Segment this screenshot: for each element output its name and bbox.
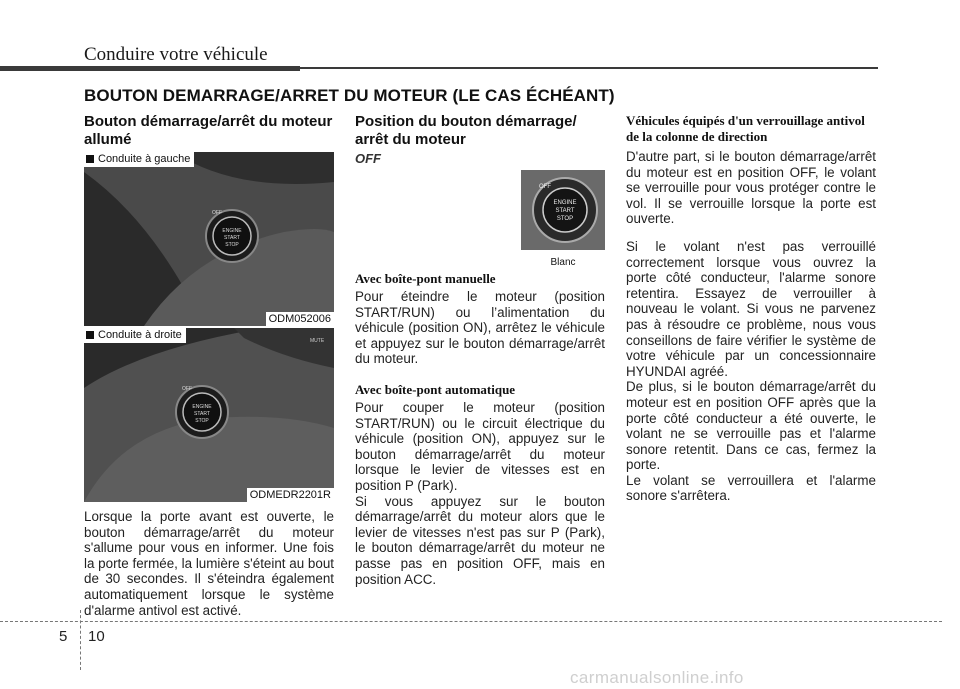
start-stop-button-closeup [521,170,605,250]
col3-paragraph-3: De plus, si le bouton démarrage/arrêt du moteur est en position OFF après que la porte côté conducteur a été ouverte, le volant ne se verrouille pas et l'alarme sonore retentit. Dans ce cas, fermez la porte. [626,379,876,473]
rhd-off-text: OFF [182,386,192,392]
steering-wheel-photo-rhd [84,328,334,502]
manual-gearbox-heading: Avec boîte-pont manuelle [355,271,496,286]
photo-start-stop-button [521,170,605,266]
column-2 [355,113,605,166]
auto-gearbox-paragraph-2: Si vous appuyez sur le bouton démarrage/arrêt du moteur alors que le levier de vitesses n'est pas sur P (Park), le bouton démarrage/arrêt du moteur ne passe pas en position OFF, mais en position ACC. [355,493,605,587]
square-bullet-icon [86,155,94,163]
col2-body [355,271,605,587]
lhd-start-text: START [224,235,240,241]
photo-label-lhd-text: Conduite à gauche [98,153,191,165]
auto-gearbox-heading: Avec boîte-pont automatique [355,381,516,397]
steering-wheel-photo-lhd [84,152,334,326]
column-3 [626,113,876,504]
watermark: carmanualsonline.info [570,668,744,687]
photo-code-lhd: ODM052006 [266,312,334,326]
col1-heading: Bouton démarrage/arrêt du moteur allumé [84,113,333,148]
col2-subheading-off: OFF [355,151,381,166]
photo-label-lhd [84,152,194,167]
photo-label-rhd-text: Conduite à droite [98,329,182,341]
col1-body [84,509,334,618]
col2-heading: Position du bouton démarrage/ arrêt du moteur [355,113,577,148]
rhd-mute-text: MUTE [310,338,325,344]
footer-page-number: 10 [88,628,105,645]
rhd-start-text: START [194,411,210,417]
photo-label-rhd [84,328,186,343]
col1-paragraph: Lorsque la porte avant est ouverte, le bouton démarrage/arrêt du moteur s'allume pour vous en informer. Une fois la porte fermée, la lumière s'éteint au bout de 30 secondes. Il s'éteindra également automatiquement lorsque le système d'alarme antivol est activé. [84,509,334,618]
closeup-start-text: START [555,208,575,214]
col3-paragraph-1: D'autre part, si le bouton démarrage/arrêt du moteur est en position OFF, le volant se verrouille pour vous protéger contre le vol. Il se verrouille lorsque la porte est ouverte. [626,149,876,227]
footer-section-number: 5 [59,628,68,645]
auto-gearbox-paragraph: Pour couper le moteur (position START/RUN) ou le circuit électrique du véhicule (position ON), appuyez sur le bouton démarrage/arrêt du moteur lorsque le levier de vitesses est en position P (Park). [355,399,605,493]
section-heading: BOUTON DEMARRAGE/ARRET DU MOTEUR (LE CAS ÉCHÉANT) [84,86,615,105]
photo-code-rhd: ODMEDR2201R [247,488,334,502]
manual-gearbox-paragraph: Pour éteindre le moteur (position START/RUN) ou l’alimentation du véhicule (position ON), arrêtez le véhicule et appuyez sur le bouton démarrage/arrêt du moteur. [355,289,605,367]
rhd-stop-text: STOP [195,418,209,424]
closeup-engine-text: ENGINE [553,200,577,206]
closeup-off-text: OFF [539,184,551,190]
photo-left-hand-drive [84,152,334,326]
header-rule-line [300,67,878,69]
rhd-engine-text: ENGINE [192,404,212,410]
footer-divider [80,610,81,670]
lhd-engine-text: ENGINE [222,228,242,234]
square-bullet-icon [86,331,94,339]
footer-rule [0,621,942,622]
col3-paragraph-4: Le volant se verrouillera et l'alarme sonore s'arrêtera. [626,472,876,504]
column-1 [84,113,334,149]
running-header-title: Conduire votre véhicule [84,44,268,65]
lhd-off-text: OFF [212,210,222,216]
lhd-stop-text: STOP [225,242,239,248]
photo-caption-blanc: Blanc [550,257,576,268]
header-rule-dark [0,66,300,71]
col3-heading: Véhicules équipés d'un verrouillage antivol de la colonne de direction [626,113,865,144]
col3-paragraph-2: Si le volant n'est pas verrouillé correctement lorsque vous ouvrez la porte côté conducteur, l'alarme sonore retentira. Essayez de verrouiller à nouveau le volant. Si vous ne parvenez pas à résoudre ce problème, nous vous conseillons de faire vérifier le système de votre véhicule par un concessionnaire HYUNDAI agréé. [626,238,876,379]
closeup-stop-text: STOP [556,216,574,222]
photo-right-hand-drive [84,328,334,502]
